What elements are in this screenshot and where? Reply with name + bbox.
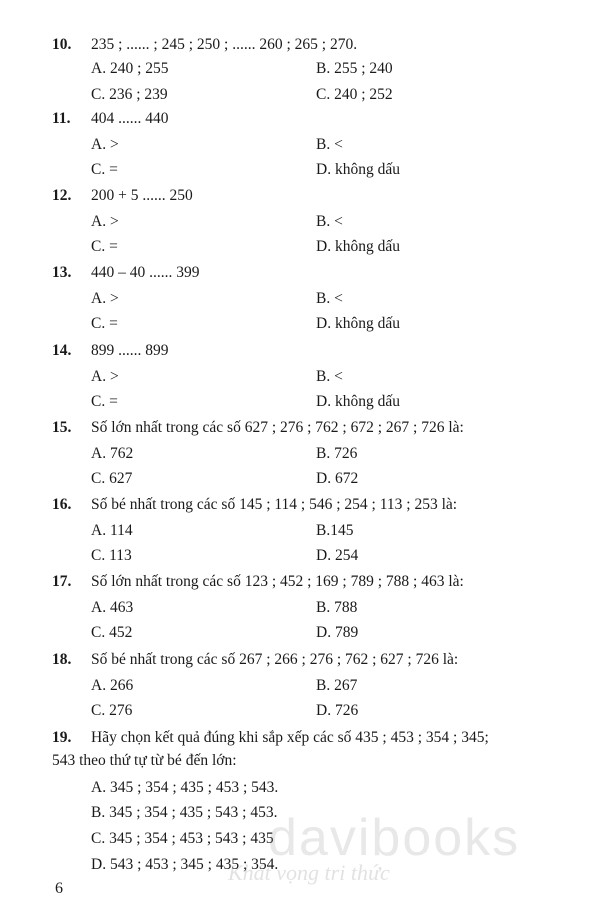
option-c: C. 113 [91, 547, 132, 564]
question-number: 18. [52, 651, 72, 668]
option-d: D. 726 [316, 702, 359, 719]
option-b: B. < [316, 136, 343, 153]
option-a: A. 240 ; 255 [91, 60, 169, 77]
option-b: B. 255 ; 240 [316, 60, 393, 77]
question-number: 15. [52, 419, 72, 436]
option-d: D. không dấu [316, 161, 400, 178]
question-stem: Số bé nhất trong các số 145 ; 114 ; 546 ; 254 ; 113 ; 253 là: [91, 496, 458, 513]
option-c: C. 236 ; 239 [91, 86, 168, 103]
option-c: C. 276 [91, 702, 133, 719]
option-b: B.145 [316, 522, 354, 539]
option-a: A. 762 [91, 445, 134, 462]
question-stem-line-1: Hãy chọn kết quả đúng khi sắp xếp các số 435 ; 453 ; 354 ; 345; [91, 729, 489, 746]
question-stem: 404 ...... 440 [91, 110, 169, 127]
question-stem: Số lớn nhất trong các số 627 ; 276 ; 762 ; 672 ; 267 ; 726 là: [91, 419, 464, 436]
option-a: A. > [91, 136, 119, 153]
option-d: D. 672 [316, 470, 359, 487]
option-b: B. 267 [316, 677, 358, 694]
option-a: A. 114 [91, 522, 133, 539]
option-c: C. 452 [91, 624, 133, 641]
option-c: C. = [91, 238, 118, 255]
watermark-tagline: Khát vọng tri thức [228, 860, 390, 885]
question-number: 12. [52, 187, 72, 204]
watermark-brand: davibooks [268, 809, 521, 867]
option-d: C. 240 ; 252 [316, 86, 393, 103]
option-c: C. 627 [91, 470, 133, 487]
question-number: 10. [52, 36, 72, 53]
question-stem-line-2: 543 theo thứ tự từ bé đến lớn: [52, 752, 237, 769]
option-b: B. 345 ; 354 ; 435 ; 543 ; 453. [91, 804, 278, 821]
question-stem: 440 – 40 ...... 399 [91, 264, 200, 281]
option-a: A. 463 [91, 599, 134, 616]
option-c: C. 345 ; 354 ; 453 ; 543 ; 435 [91, 830, 274, 847]
option-a: A. > [91, 213, 119, 230]
option-b: B. < [316, 213, 343, 230]
option-d: D. không dấu [316, 393, 400, 410]
question-number: 17. [52, 573, 72, 590]
option-b: B. 726 [316, 445, 358, 462]
question-number: 13. [52, 264, 72, 281]
question-number: 16. [52, 496, 72, 513]
option-a: A. > [91, 290, 119, 307]
question-stem: Số lớn nhất trong các số 123 ; 452 ; 169 ; 789 ; 788 ; 463 là: [91, 573, 464, 590]
option-c: C. = [91, 161, 118, 178]
option-a: A. 345 ; 354 ; 435 ; 453 ; 543. [91, 779, 279, 796]
question-stem: 899 ...... 899 [91, 342, 169, 359]
question-stem: 235 ; ...... ; 245 ; 250 ; ...... 260 ; 265 ; 270. [91, 36, 358, 53]
option-b: B. 788 [316, 599, 358, 616]
option-b: B. < [316, 368, 343, 385]
option-d: D. 789 [316, 624, 359, 641]
option-d: D. không dấu [316, 315, 400, 332]
question-number: 11. [52, 110, 71, 127]
question-stem: Số bé nhất trong các số 267 ; 266 ; 276 ; 762 ; 627 ; 726 là: [91, 651, 459, 668]
option-b: B. < [316, 290, 343, 307]
option-a: A. 266 [91, 677, 134, 694]
option-c: C. = [91, 315, 118, 332]
question-stem: 200 + 5 ...... 250 [91, 187, 193, 204]
option-a: A. > [91, 368, 119, 385]
option-d: D. 543 ; 453 ; 345 ; 435 ; 354. [91, 856, 279, 873]
option-c: C. = [91, 393, 118, 410]
question-number: 19. [52, 729, 72, 746]
question-number: 14. [52, 342, 72, 359]
option-d: D. không dấu [316, 238, 400, 255]
page-number: 6 [55, 880, 63, 897]
option-d: D. 254 [316, 547, 359, 564]
